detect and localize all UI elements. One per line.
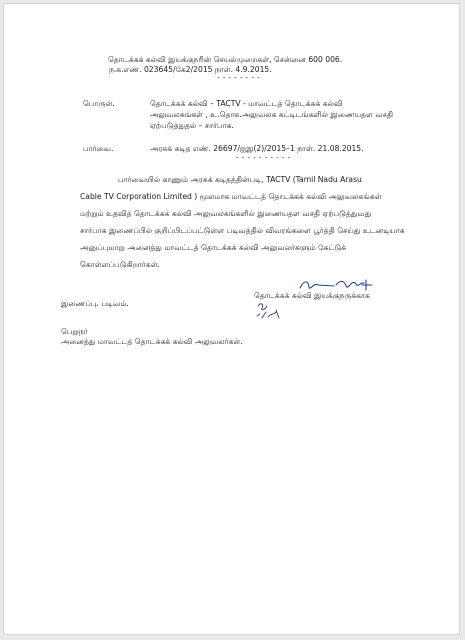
enclosure-note: இணைப்பு. படிவம்.: [61, 299, 129, 308]
body-line-4: சார்பாக இணைப்பில் குறிப்பிடப்பட்டுள்ள படிவத்தில் விவரங்களை பூர்த்தி செய்து உடனடியாக: [80, 226, 405, 235]
body-line-2: Cable TV Corporation Limited ) மூலமாக மாவட்டத் தொடக்கக் கல்வி அலுவலகங்கள்: [80, 192, 382, 201]
reference-label: பார்வை.: [83, 144, 114, 153]
recipient-text: அனைத்து மாவட்டத் தொடக்கக் கல்வி அலுவலர்கள்.: [61, 337, 243, 346]
body-line-5: அனுப்புமாறு அனைத்து மாவட்டத் தொடக்கக் கல்வி அலுவலர்களும் கேட்டுக்: [80, 243, 347, 252]
document-page: [4, 4, 459, 634]
subject-line-3: ஏற்படுத்துதல் – சார்பாக.: [150, 121, 234, 130]
subject-label: பொருள்.: [83, 99, 115, 108]
header-separator: - - - - - - - -: [217, 74, 261, 82]
body-paragraph: [80, 171, 412, 273]
body-line-3: மற்றும் உதவித் தொடக்கக் கல்வி அலுவலகங்களில் இணையதள வசதி ஏற்படுத்துவது: [80, 209, 372, 218]
body-line-6: கொள்ளப்படுகிறார்கள்.: [80, 260, 160, 269]
reference-text: அரசுக் கடித எண். 26697/ஐஇ(2)/2015–1 நாள். 21.08.2015.: [150, 144, 364, 153]
signature-line: தொடக்கக் கல்வி இயக்குநருக்காக: [254, 291, 370, 300]
subject-line-2: அலுவலகங்கள் , உ.தொக.அலுவலக கட்டிடங்களில் இணையதள வசதி: [150, 110, 394, 119]
subject-line-1: தொடக்கக் கல்வி – TACTV - மாவட்டத் தொடக்கக் கல்வி: [150, 99, 343, 108]
office-title: தொடக்கக் கல்வி இயக்குநரின் செயல்முறைகள், சென்னை 600 006.: [108, 55, 343, 64]
body-line-1: பார்வையில் காணும் அரசுக் கடிதத்தின்படி, TACTV (Tamil Nadu Arasu: [118, 175, 362, 184]
reference-number-date: ந.க.எண். 023645/கே2/2015 நாள். 4.9.2015.: [109, 65, 272, 74]
reference-separator: - - - - - - - - - -: [236, 154, 291, 162]
recipient-label: பெறுநர்: [61, 327, 88, 336]
initials-mark: [254, 300, 284, 322]
